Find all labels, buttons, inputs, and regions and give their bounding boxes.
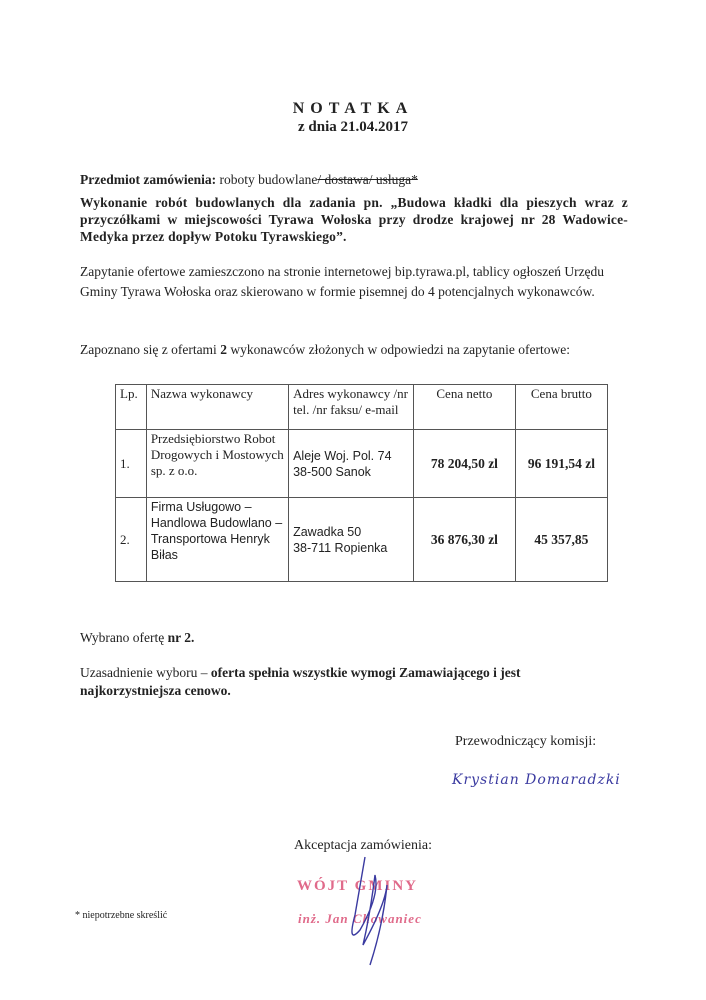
review-count: 2 [220,342,227,357]
address-line: 38-500 Sanok [293,464,371,479]
review-paragraph [80,340,640,360]
selection-prefix: Wybrano ofertę [80,630,168,645]
address-line: Zawadka 50 [293,524,362,539]
address-line: 38-711 Ropienka [293,540,388,555]
row-lp: 2. [116,498,147,582]
subject-value: roboty budowlane [219,172,318,187]
header-name: Nazwa wykonawcy [146,385,288,430]
chair-label: Przewodniczący komisji: [455,734,597,749]
row-gross-price: 45 357,85 [515,498,607,582]
selection-line [80,628,640,648]
row-net-price: 78 204,50 zl [413,430,515,498]
row-address [289,430,414,498]
justification-prefix: Uzasadnienie wyboru – [80,665,211,680]
chair-signature: Krystian Domaradzki [452,772,621,788]
row-name: Przedsiębiorstwo Robot Drogowych i Mostowych sp. z o.o. [146,430,288,498]
selection-value: nr 2. [167,630,195,645]
justification-paragraph [80,664,560,700]
header-address: Adres wykonawcy /nr tel. /nr faksu/ e-mail [289,385,414,430]
table-header-row [116,385,608,430]
header-gross: Cena brutto [515,385,607,430]
mayor-signature-scribble [325,855,405,975]
subject-label: Przedmiot zamówienia: [80,172,217,187]
row-name: Firma Usługowo – Handlowa Budowlano – Transportowa Henryk Biłas [146,498,288,582]
row-gross-price: 96 191,54 zl [515,430,607,498]
inquiry-paragraph: Zapytanie ofertowe zamieszczono na stronie internetowej bip.tyrawa.pl, tablicy ogłoszeń Urzędu Gminy Tyrawa Wołoska oraz skierowano w formie pisemnej do 4 potencjalnych wykonawców. [80,264,605,299]
justification-value: oferta spełnia wszystkie wymogi Zamawiającego i jest najkorzystniejsza cenowo. [80,665,521,698]
table-row [116,498,608,582]
row-net-price: 36 876,30 zl [413,498,515,582]
document-date: z dnia 21.04.2017 [297,119,408,135]
row-address [289,498,414,582]
acceptance-label: Akceptacja zamówienia: [294,838,432,853]
document-title: NOTATKA [292,100,414,117]
footnote: * niepotrzebne skreślić [75,910,168,921]
row-lp: 1. [116,430,147,498]
address-line: Aleje Woj. Pol. 74 [293,448,392,463]
subject-struck-options: / dostawa/ usługa* [317,172,418,187]
table-row [116,430,608,498]
review-suffix: wykonawców złożonych w odpowiedzi na zapytanie ofertowe: [226,342,570,357]
signature-stroke [352,857,387,965]
subject-line [80,172,418,188]
stamp-title: WÓJT GMINY [297,878,418,894]
header-net: Cena netto [413,385,515,430]
review-prefix: Zapoznano się z ofertami [80,342,221,357]
stamp-name: inż. Jan Chowaniec [298,911,422,926]
task-description: Wykonanie robót budowlanych dla zadania pn. „Budowa kładki dla pieszych wraz z przyczółkami w miejscowości Tyrawa Wołoska przy drodze krajowej nr 28 Wadowice-Medyka przez dopływ Potoku Tyrawskiego”. [80,195,628,244]
header-lp: Lp. [116,385,147,430]
offers-table [115,384,608,582]
